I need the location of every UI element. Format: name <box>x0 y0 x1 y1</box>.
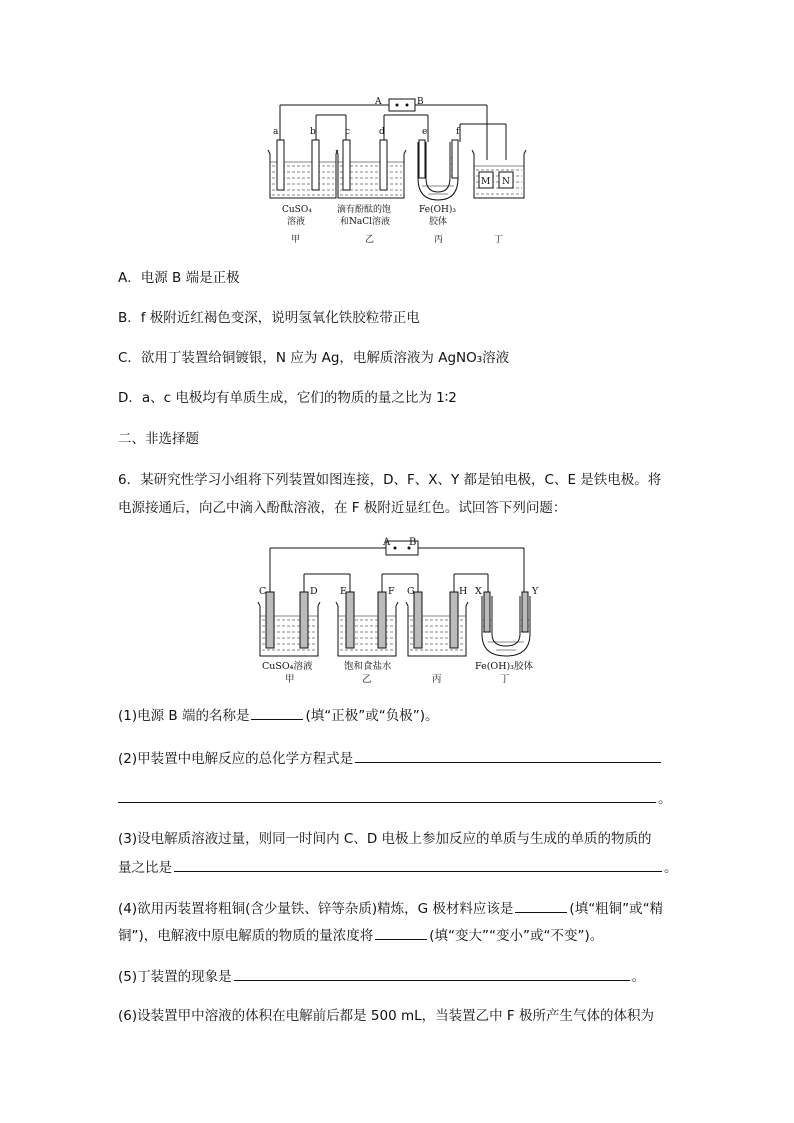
electrode-label-d2: D <box>310 586 318 597</box>
electrode-label-e: e <box>422 127 428 137</box>
cell2-solution: 滴有酚酞的饱 <box>337 205 392 215</box>
q1-prefix: (1)电源 B 端的名称是 <box>118 708 250 724</box>
subquestion-2-cont <box>118 788 672 809</box>
cell3-solution-2: 胶体 <box>429 217 448 227</box>
electrode-label-f2: F <box>388 586 395 597</box>
cell3-name: 丙 <box>434 235 444 245</box>
q2-answer-blank-1[interactable] <box>355 748 661 763</box>
option-c: C．欲用丁装置给铜镀银，N 应为 Ag，电解质溶液为 AgNO₃溶液 <box>118 350 510 366</box>
cell2-solution-2: 和NaCl溶液 <box>340 217 391 227</box>
switch-label-b: B <box>417 97 424 107</box>
cell2-name-fig2: 乙 <box>362 674 372 685</box>
cell3-name-fig2: 丙 <box>432 674 442 685</box>
option-a: A．电源 B 端是正极 <box>118 270 240 286</box>
subquestion-4-line1 <box>118 898 663 919</box>
cell2-solution-fig2: 饱和食盐水 <box>344 661 392 672</box>
electrode-label-f: f <box>456 127 460 137</box>
electrode-label-b: b <box>310 127 316 137</box>
question-6-stem-line1: 6．某研究性学习小组将下列装置如图连接，D、F、X、Y 都是铂电极，C、E 是铁电极。将 <box>118 472 662 488</box>
electrode-label-d: d <box>379 127 385 137</box>
question-6-stem-line2: 电源接通后，向乙中滴入酚酞溶液，在 F 极附近显红色。试回答下列问题： <box>118 500 567 516</box>
subquestion-3-line1: (3)设电解质溶液过量，则同一时间内 C、D 电极上参加反应的单质与生成的单质的物质的 <box>118 831 652 847</box>
switch-label-a: A <box>375 97 382 107</box>
q3-answer-blank[interactable] <box>174 857 662 872</box>
option-d: D．a、c 电极均有单质生成，它们的物质的量之比为 1∶2 <box>118 390 457 406</box>
subquestion-1 <box>118 705 438 726</box>
subquestion-6: (6)设装置甲中溶液的体积在电解前后都是 500 mL，当装置乙中 F 极所产生气体的体积为 <box>118 1008 654 1024</box>
q4-prefix-2: 铜”)，电解液中原电解质的物质的量浓度将 <box>118 928 374 944</box>
electrode-label-c2: C <box>259 586 267 597</box>
electrode-label-g2: G <box>407 586 415 597</box>
q1-answer-blank[interactable] <box>251 705 303 720</box>
electrode-label-e2: E <box>340 586 347 597</box>
figure-electrolysis-apparatus-2 <box>252 538 542 686</box>
electrode-label-y2: Y <box>532 586 539 597</box>
electrode-label-a: a <box>273 127 279 137</box>
q4-suffix: (填“粗铜”或“精 <box>569 901 664 917</box>
option-b: B．f 极附近红褐色变深，说明氢氧化铁胶粒带正电 <box>118 310 420 326</box>
q3-prefix: 量之比是 <box>118 860 172 876</box>
cell4-name-fig2: 丁 <box>500 674 510 685</box>
q5-prefix: (5)丁装置的现象是 <box>118 969 232 985</box>
subquestion-5 <box>118 966 645 987</box>
cell1-name-fig2: 甲 <box>285 674 295 685</box>
figure-electrolysis-apparatus-1 <box>262 94 532 250</box>
cell1-solution: CuSO₄ <box>282 205 312 215</box>
switch2-label-b-text: B <box>409 537 417 548</box>
q2-end: 。 <box>658 791 672 807</box>
q5-answer-blank[interactable] <box>234 966 630 981</box>
cell4-solution-fig2: Fe(OH)₃胶体 <box>475 661 533 672</box>
q5-end: 。 <box>631 969 646 985</box>
q4-prefix: (4)欲用丙装置将粗铜(含少量铁、锌等杂质)精炼，G 极材料应该是 <box>118 901 514 917</box>
switch2-label-a-text: A <box>383 537 391 548</box>
q2-prefix: (2)甲装置中电解反应的总化学方程式是 <box>118 751 354 767</box>
cell2-name: 乙 <box>365 235 375 245</box>
subquestion-3-line2 <box>118 857 678 878</box>
cell4-name: 丁 <box>494 235 504 245</box>
cell1-solution-fig2: CuSO₄溶液 <box>262 661 313 672</box>
cell1-name: 甲 <box>291 235 301 245</box>
electrode-label-n: N <box>502 177 510 187</box>
section-title: 二、非选择题 <box>118 431 199 447</box>
cell3-solution: Fe(OH)₃ <box>419 205 456 215</box>
electrode-label-x2: X <box>475 586 482 597</box>
cell1-solution-2: 溶液 <box>287 217 306 227</box>
q1-suffix: (填“正极”或“负极”)。 <box>305 708 439 724</box>
subquestion-2 <box>118 748 663 769</box>
q4-suffix-2: (填“变大”“变小”或“不变”)。 <box>429 928 604 944</box>
electrode-label-c: c <box>345 127 351 137</box>
electrode-label-h2: H <box>459 586 468 597</box>
q4-answer-blank-2[interactable] <box>375 925 427 940</box>
q4-answer-blank-1[interactable] <box>515 898 567 913</box>
q3-end: 。 <box>664 860 678 876</box>
subquestion-4-line2 <box>118 925 603 946</box>
q2-answer-blank-2[interactable] <box>118 788 656 803</box>
electrode-label-m: M <box>481 177 491 187</box>
